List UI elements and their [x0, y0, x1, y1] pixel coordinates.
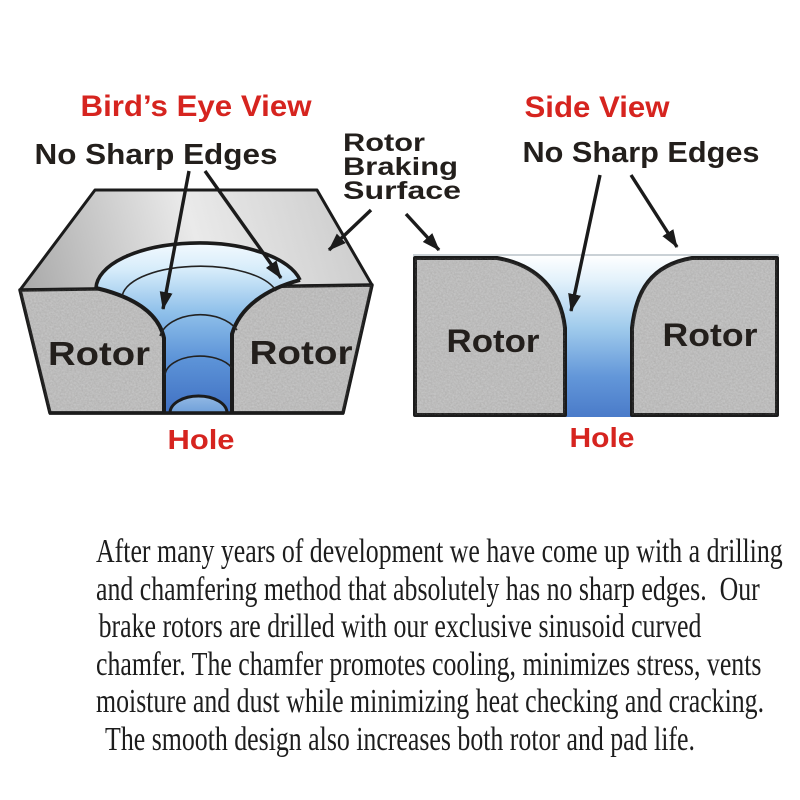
sideview-rotor-right-label: Rotor	[662, 317, 758, 353]
sideview-no-sharp-edges-label: No Sharp Edges	[522, 137, 760, 169]
paragraph-line: and chamfering method that absolutely has no sharp edges. Our	[96, 570, 760, 608]
arrow-braking-surface-right	[406, 214, 439, 250]
birdseye-no-sharp-edges-label: No Sharp Edges	[34, 139, 278, 171]
paragraph-line: After many years of development we have come up with a drilling	[96, 533, 783, 570]
rotor-braking-surface-label	[343, 129, 461, 205]
birdseye-hole-label: Hole	[167, 424, 235, 455]
birdseye-title: Bird’s Eye View	[80, 90, 313, 123]
paragraph-line: The smooth design also increases both rotor and pad life.	[105, 720, 695, 758]
sideview-hole-label: Hole	[569, 422, 635, 453]
birdseye-rotor-right-label: Rotor	[249, 334, 353, 371]
sideview-title: Side View	[524, 91, 671, 124]
paragraph-line: moisture and dust while minimizing heat checking and cracking.	[96, 683, 765, 721]
sideview-rotor-left-label: Rotor	[446, 323, 540, 359]
paragraph-line: chamfer. The chamfer promotes cooling, minimizes stress, vents	[96, 645, 762, 683]
rotor-braking-surface-line2: Braking	[343, 153, 458, 181]
birdseye-rotor-left-label: Rotor	[48, 335, 151, 372]
paragraph-line: brake rotors are drilled with our exclusive sinusoid curved	[98, 608, 702, 646]
arrow-sideview-edge-right	[631, 175, 677, 247]
rotor-braking-surface-line1: Rotor	[343, 129, 426, 157]
rotor-braking-surface-line3: Surface	[343, 177, 462, 205]
description-paragraph	[96, 533, 783, 759]
